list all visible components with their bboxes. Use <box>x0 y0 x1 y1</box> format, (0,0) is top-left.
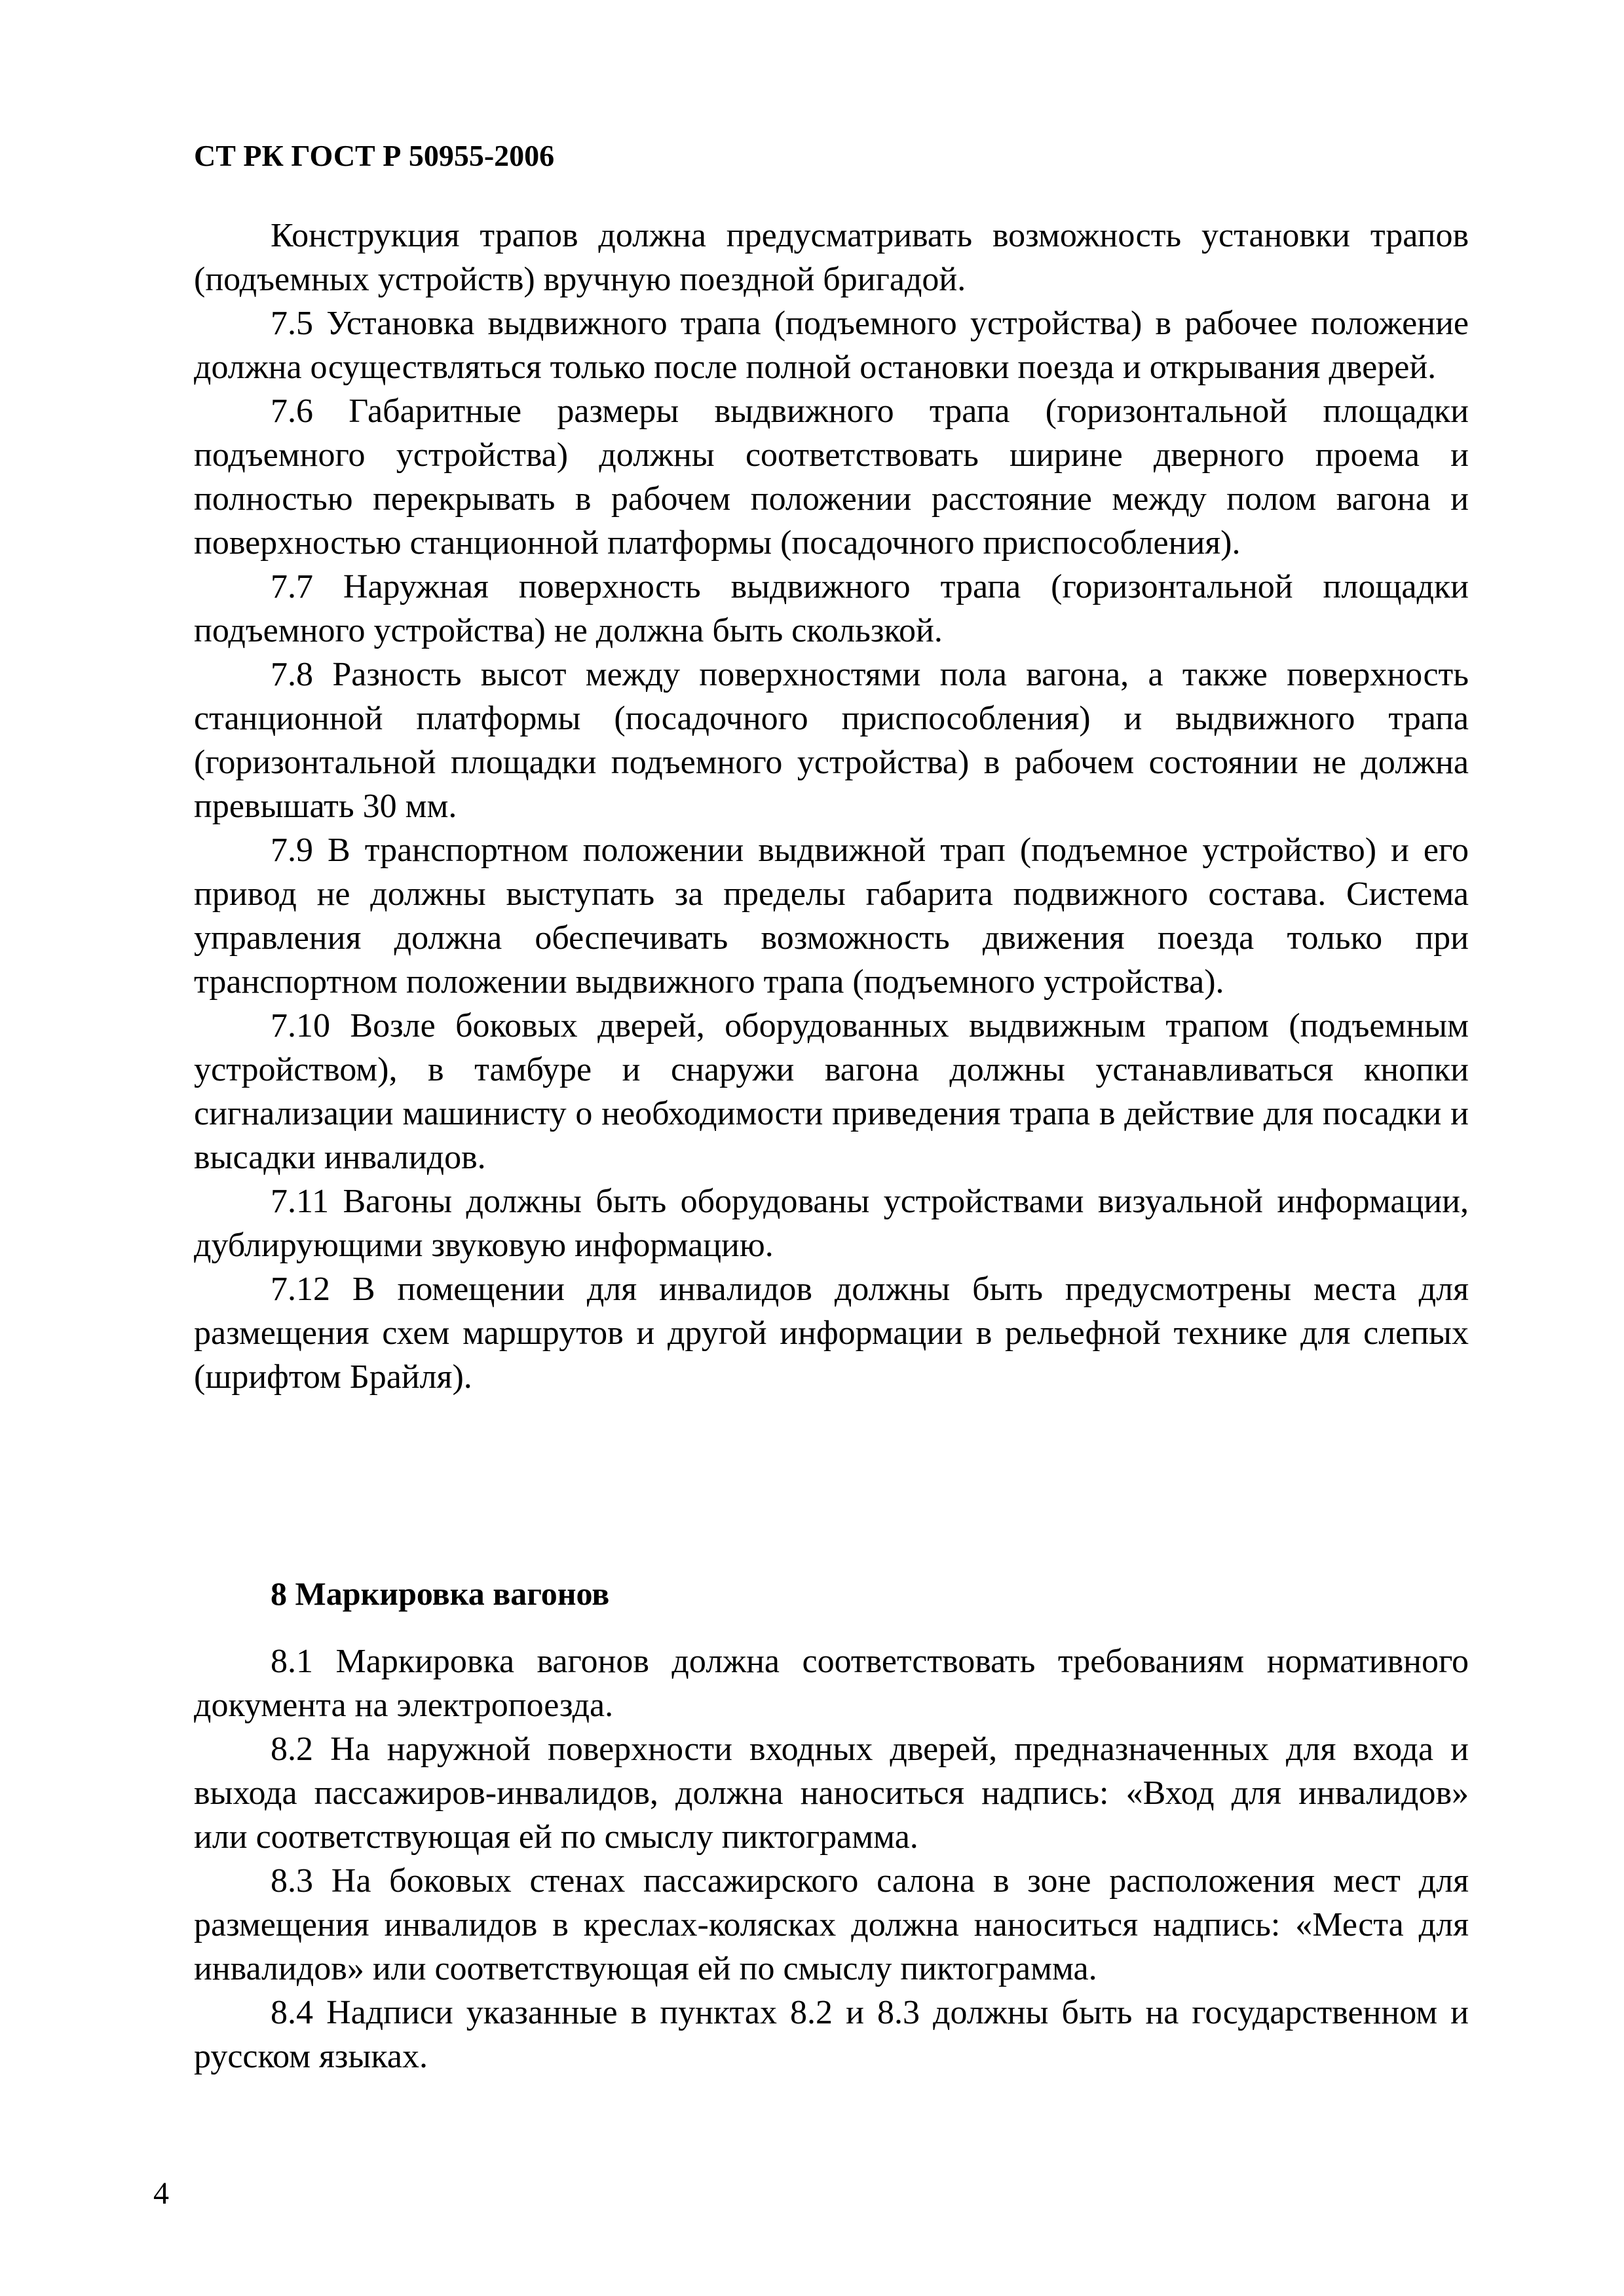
paragraph-7-12: 7.12 В помещении для инвалидов должны быть предусмотрены места для размещения схем маршрутов и другой информации в рельефной технике для слепых (шрифтом Брайля). <box>194 1271 1469 1396</box>
paragraph-7-11: 7.11 Вагоны должны быть оборудованы устройствами визуальной информации, дублирующими звуковую информацию. <box>194 1183 1469 1264</box>
document-code-header: СТ РК ГОСТ Р 50955-2006 <box>194 139 555 172</box>
paragraph-7-9: 7.9 В транспортном положении выдвижной трап (подъемное устройство) и его привод не должны выступать за пределы габарита подвижного состава. Система управления должна обеспечивать возможность движения поезда только при транспортном положении выдвижного трапа (подъемного устройства). <box>194 832 1469 1001</box>
section-8-heading: 8 Маркировка вагонов <box>271 1575 610 1612</box>
section-7-text <box>194 214 1469 1399</box>
paragraph-7-10: 7.10 Возле боковых дверей, оборудованных выдвижным трапом (подъемным устройством), в тамбуре и снаружи вагона должны устанавливаться кнопки сигнализации машинисту о необходимости приведения трапа в действие для посадки и высадки инвалидов. <box>194 1007 1469 1176</box>
paragraph-8-3: 8.3 На боковых стенах пассажирского салона в зоне расположения мест для размещения инвалидов в креслах-колясках должна наноситься надпись: «Места для инвалидов» или соответствующая ей по смыслу пиктограмма. <box>194 1862 1469 1987</box>
paragraph-7-5: 7.5 Установка выдвижного трапа (подъемного устройства) в рабочее положение должна осуществляться только после полной остановки поезда и открывания дверей. <box>194 305 1469 386</box>
paragraph-8-4: 8.4 Надписи указанные в пунктах 8.2 и 8.3 должны быть на государственном и русском языках. <box>194 1994 1469 2075</box>
paragraph-7-7: 7.7 Наружная поверхность выдвижного трапа (горизонтальной площадки подъемного устройства) не должна быть скользкой. <box>194 568 1469 649</box>
paragraph-7-4-continued: Конструкция трапов должна предусматривать возможность установки трапов (подъемных устройств) вручную поездной бригадой. <box>194 217 1469 298</box>
paragraph-7-6: 7.6 Габаритные размеры выдвижного трапа (горизонтальной площадки подъемного устройства) должны соответствовать ширине дверного проема и полностью перекрывать в рабочем положении расстояние между полом вагона и поверхностью станционной платформы (посадочного приспособления). <box>194 392 1469 562</box>
page-number: 4 <box>153 2176 169 2211</box>
paragraph-8-2: 8.2 На наружной поверхности входных дверей, предназначенных для входа и выхода пассажиров-инвалидов, должна наноситься надпись: «Вход для инвалидов» или соответствующая ей по смыслу пиктограмма. <box>194 1731 1469 1856</box>
paragraph-8-1: 8.1 Маркировка вагонов должна соответствовать требованиям нормативного документа на электропоезда. <box>194 1643 1469 1724</box>
paragraph-7-8: 7.8 Разность высот между поверхностями пола вагона, а также поверхность станционной платформы (посадочного приспособления) и выдвижного трапа (горизонтальной площадки подъемного устройства) в рабочем состоянии не должна превышать 30 мм. <box>194 656 1469 825</box>
section-8-text <box>194 1639 1469 2078</box>
